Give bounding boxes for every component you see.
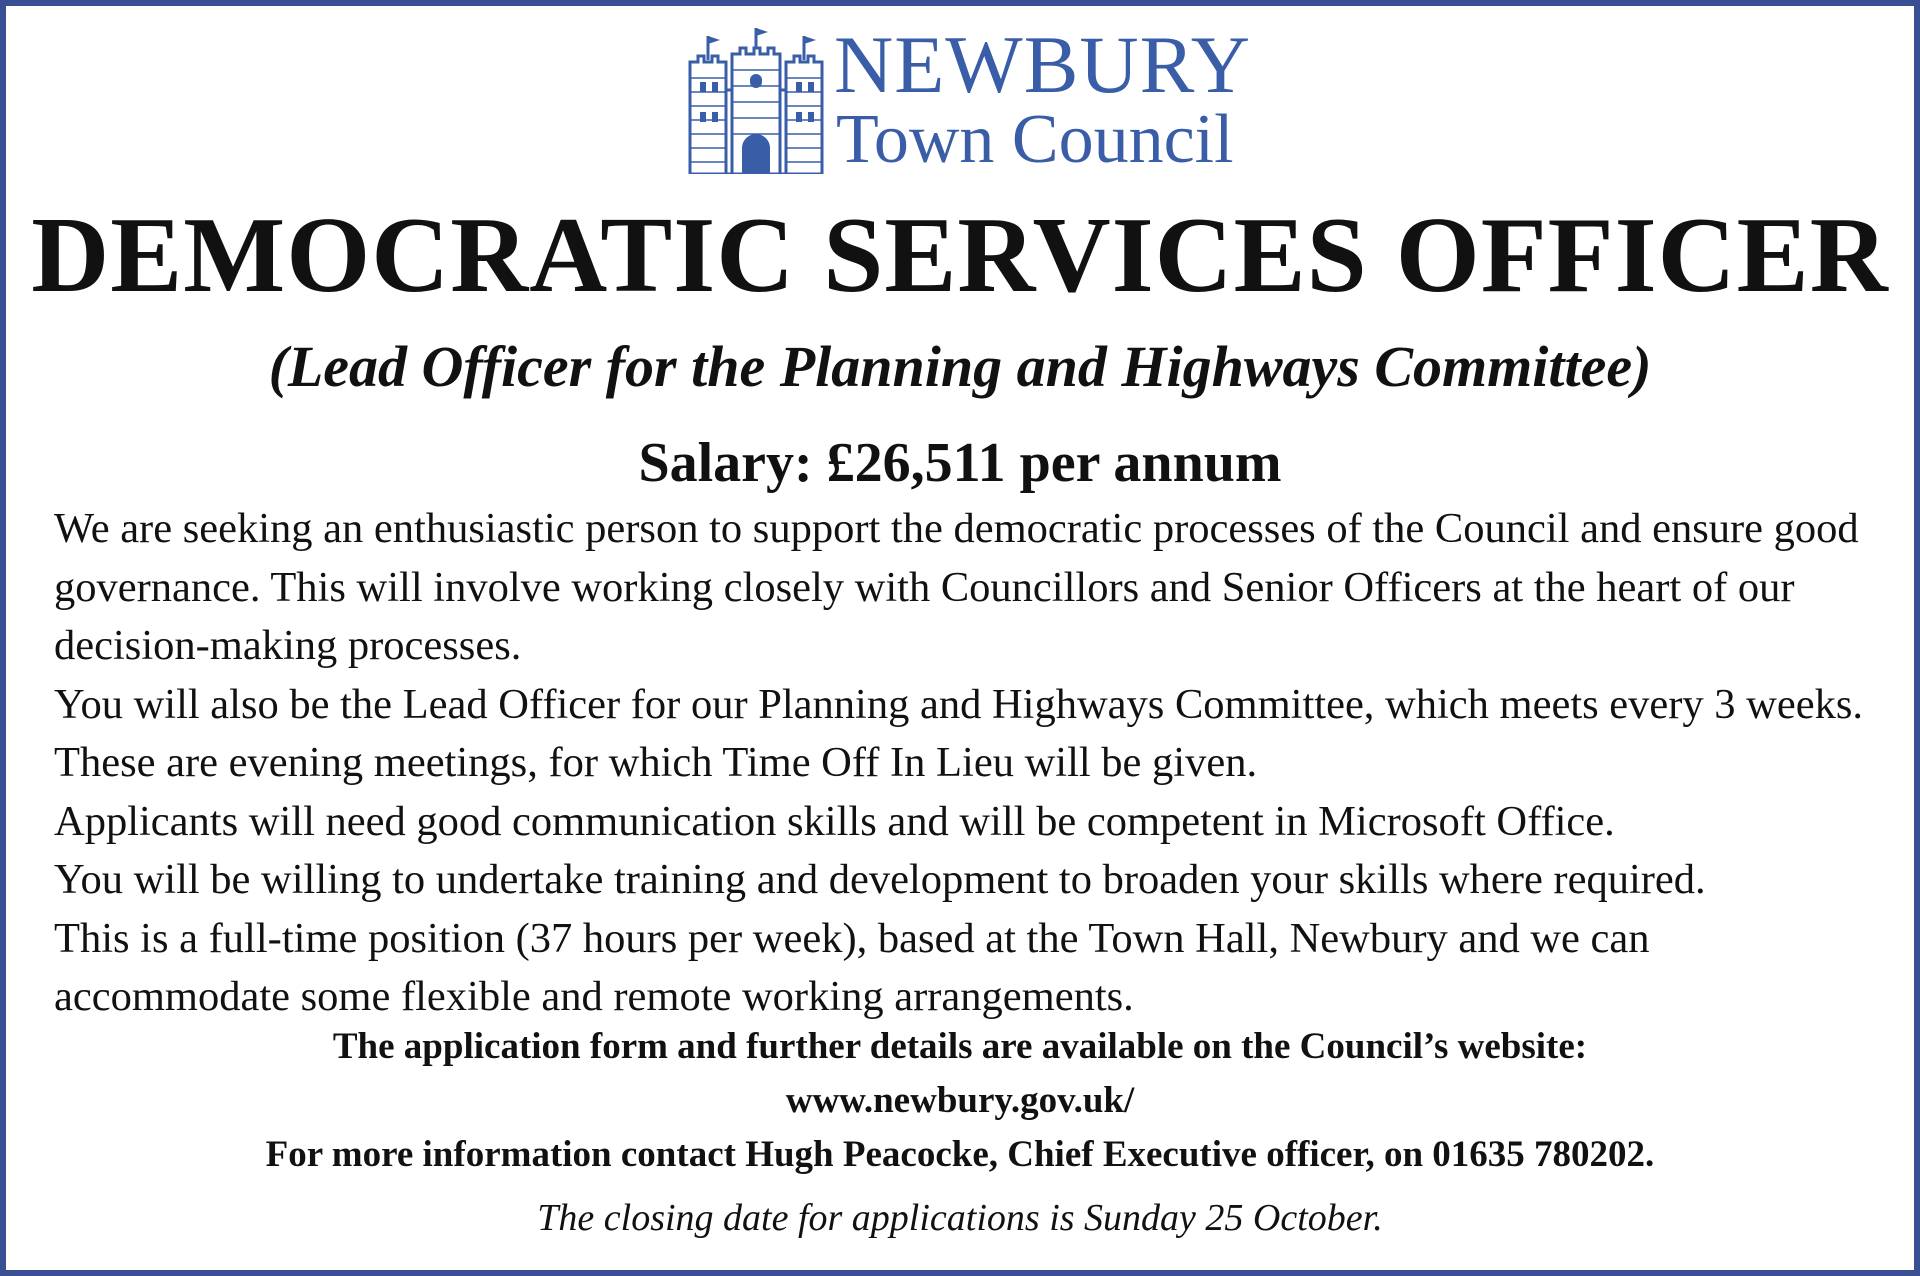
description-paragraph: You will also be the Lead Officer for our Planning and Highways Committee, which meets every 3 weeks. These are evening meetings, for which Time Off In Lieu will be given. [54, 680, 1864, 786]
description-paragraph: This is a full-time position (37 hours per week), based at the Town Hall, Newbury and we can accommodate some flexible and remote working arrangements. [54, 914, 1650, 1020]
salary-line: Salary: £26,511 per annum [638, 432, 1282, 494]
description-paragraph: You will be willing to undertake training and development to broaden your skills where required. [54, 856, 1706, 903]
website-link[interactable]: www.newbury.gov.uk/ [785, 1080, 1135, 1121]
job-title: DEMOCRATIC SERVICES OFFICER [31, 196, 1889, 315]
council-logo [686, 19, 1251, 178]
job-subtitle: (Lead Officer for the Planning and Highways Committee) [268, 334, 1652, 399]
contact-line: For more information contact Hugh Peacocke, Chief Executive officer, on 01635 780202. [265, 1134, 1655, 1175]
details-line: The application form and further details are available on the Council’s website: [332, 1026, 1588, 1067]
description-paragraph: Applicants will need good communication skills and will be competent in Microsoft Office. [54, 797, 1615, 845]
logo-name-line2: Town Council [836, 101, 1234, 178]
logo-wordmark [834, 19, 1251, 178]
application-info [0, 1020, 1920, 1182]
job-description [54, 500, 1884, 1027]
castle-icon [686, 26, 826, 174]
logo-name-line1: NEWBURY [834, 19, 1251, 110]
closing-date: The closing date for applications is Sunday 25 October. [537, 1197, 1383, 1239]
description-paragraph: We are seeking an enthusiastic person to support the democratic processes of the Council and ensure good governance. This will involve working closely with Councillors and Senior Officers at the heart of our decision-making processes. [54, 505, 1859, 669]
